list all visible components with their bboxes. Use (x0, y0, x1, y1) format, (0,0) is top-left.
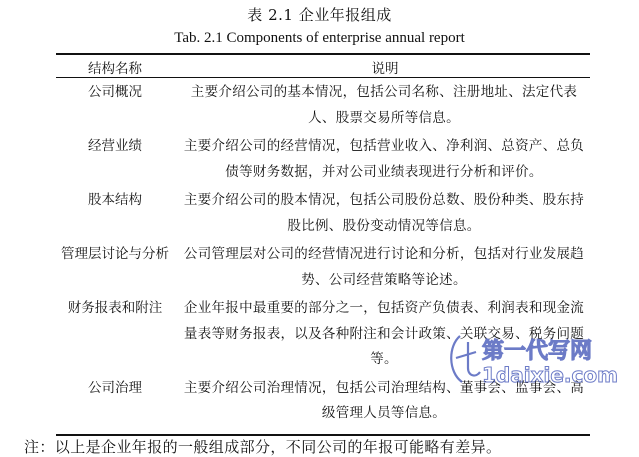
table-row (56, 296, 593, 373)
row-description: 主要介绍公司的基本情况，包括公司名称、注册地址、法定代表人、股票交易所等信息。 (190, 84, 578, 126)
table-header-rule (56, 77, 590, 78)
table-caption-english: Tab. 2.1 Components of enterprise annual report (174, 30, 465, 46)
row-name: 财务报表和附注 (67, 300, 163, 316)
row-name: 股本结构 (88, 192, 142, 208)
watermark-text-url: 1daixie.com (482, 363, 618, 387)
row-name: 公司治理 (88, 379, 142, 396)
row-description: 主要介绍公司的股本情况，包括公司股份总数、股份种类、股东持股比例、股份变动情况等信息。 (183, 192, 585, 234)
watermark-text-cn: 第一代写网 (482, 339, 593, 364)
row-description: 主要介绍公司的经营情况，包括营业收入、净利润、总资产、总负债等财务数据，并对公司业绩表现进行分析和评价。 (183, 138, 585, 180)
row-description: 公司管理层对公司的经营情况进行讨论和分析，包括对行业发展趋势、公司经营策略等论述。 (183, 246, 585, 288)
row-description: 企业年报中最重要的部分之一，包括资产负债表、利润表和现金流量表等财务报表，以及各种附注和会计政策、关联交易、税务问题等。 (183, 300, 585, 367)
table-top-rule (56, 53, 590, 55)
row-name: 经营业绩 (88, 138, 142, 154)
header-description: 说明 (371, 61, 399, 77)
table-row (56, 376, 590, 427)
table-row (56, 80, 590, 131)
table-body (56, 80, 593, 430)
row-name: 管理层讨论与分析 (61, 246, 169, 262)
table-caption-chinese: 表 2.1 企业年报组成 (247, 6, 392, 24)
table-footnote: 注：以上是企业年报的一般组成部分，不同公司的年报可能略有差异。 (24, 438, 502, 456)
header-structure-name: 结构名称 (88, 61, 142, 77)
row-description: 主要介绍公司治理情况，包括公司治理结构、董事会、监事会、高级管理人员等信息。 (183, 379, 585, 421)
table-row (56, 242, 590, 293)
row-name: 公司概况 (88, 84, 142, 100)
table-row (56, 188, 590, 239)
table-row (56, 134, 590, 185)
